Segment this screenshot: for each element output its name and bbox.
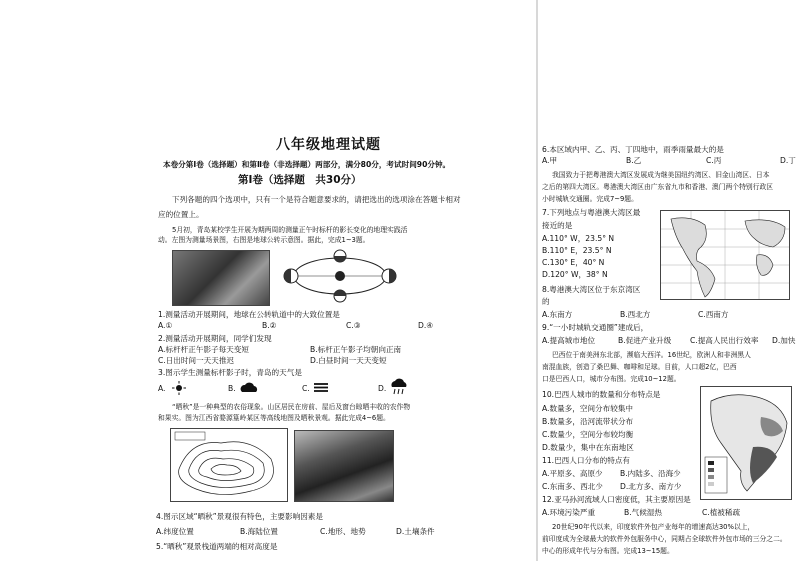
passage-2-line-2: 和果实。图为江西省婺源篁岭某区等高线地图及晒秋景观。据此完成4~6题。 [158, 414, 390, 422]
q7-option-b: B.110° E，23.5° N [542, 246, 612, 255]
question-12: 12.亚马孙河流域人口密度低，其主要原因是 [542, 495, 691, 504]
q3-option-a: A. [158, 384, 166, 393]
drying-crops-photo [294, 430, 394, 502]
q10-option-d: D.数量少，集中在东南地区 [542, 443, 634, 452]
question-7-line-1: 7.下列地点与粤港澳大湾区最 [542, 208, 641, 217]
q2-option-d: D.白昼时间一天天变短 [310, 356, 387, 365]
q3-option-c: C. [302, 384, 310, 393]
q2-option-a: A.标杆杆正午影子每天变短 [158, 345, 250, 354]
brazil-population-map [700, 386, 792, 500]
q12-option-b: B.气候湿热 [624, 508, 662, 517]
column-divider [536, 0, 538, 561]
q6-option-a: A.甲 [542, 156, 558, 165]
q7-option-a: A.110° W，23.5° N [542, 234, 615, 243]
passage-3-line-3: 小时城轨交通圈。完成7~9题。 [542, 195, 638, 203]
instruction-line-2: 应的位置上。 [158, 210, 204, 219]
passage-5-line-2: 前印度成为全球最大的软件外包服务中心，同期占全球软件外包市场的三分之二。 [542, 535, 787, 543]
earth-bottom-shade [334, 290, 346, 296]
passage-1-line-2: 动。左图为测量场景图，右图是地球公转示意图。据此，完成1~3题。 [158, 236, 370, 244]
question-9: 9.“一小时城轨交通圈”建成后， [542, 323, 649, 332]
q1-option-a: A.① [158, 321, 173, 330]
q12-option-a: A.环境污染严重 [542, 508, 596, 517]
q8-option-b: B.西北方 [620, 310, 651, 319]
question-1: 1.测量活动开展期间，地球在公转轨道中的大致位置是 [158, 310, 340, 319]
passage-1-line-1: 5月初，青岛某校学生开展为期两周的测量正午时标杆的影长变化的地理实践活 [172, 226, 408, 234]
passage-4-line-1: 巴西位于南美洲东北部，濒临大西洋。16世纪，欧洲人和非洲黑人 [552, 351, 751, 359]
passage-4-line-3: 口是巴西人口，城市分布图。完成10~12题。 [542, 375, 681, 383]
q10-option-c: C.数量少，空间分布较均衡 [542, 430, 634, 439]
question-2: 2.测量活动开展期间，同学们发现 [158, 334, 272, 343]
measurement-scene-photo [172, 250, 270, 306]
q9-option-a: A.提高城市地位 [542, 336, 596, 345]
q1-option-d: D.④ [418, 321, 434, 330]
q6-option-c: C.丙 [706, 156, 722, 165]
question-8-line-1: 8.粤港澳大湾区位于东京湾区 [542, 285, 641, 294]
earth-left-shade [284, 269, 291, 283]
q3-option-d: D. [378, 384, 387, 393]
q10-option-b: B.数量多，沿河流带状分布 [542, 417, 634, 426]
instruction-line-1: 下列各题的四个选项中，只有一个是符合题意要求的，请把选出的选项涂在答题卡相对 [172, 195, 461, 204]
fog-weather-icon [314, 382, 328, 393]
q11-option-d: D.北方多、南方少 [620, 482, 682, 491]
sunny-weather-icon [172, 381, 186, 395]
q11-option-b: B.内陆多、沿海少 [620, 469, 681, 478]
passage-5-line-3: 中心的形成年代与分布图。完成13~15题。 [542, 547, 674, 555]
q8-option-a: A.东南方 [542, 310, 573, 319]
q4-option-d: D.土壤条件 [396, 527, 435, 536]
q1-option-c: C.③ [346, 321, 361, 330]
section-heading: 第Ⅰ卷（选择题 共30分） [238, 174, 362, 186]
rain-weather-icon [390, 379, 408, 395]
q7-option-c: C.130° E，40° N [542, 258, 605, 267]
earth-top-shade [334, 256, 346, 262]
question-6: 6.本区域内甲、乙、丙、丁四地中，雨季雨量最大的是 [542, 145, 724, 154]
passage-5-line-1: 20世纪90年代以来，印度软件外包产业每年的增速高达30%以上， [552, 523, 755, 531]
q7-option-d: D.120° W，38° N [542, 270, 608, 279]
q9-option-c: C.提高人民出行效率 [690, 336, 759, 345]
contour-map [170, 428, 288, 502]
q4-option-c: C.地形、地势 [320, 527, 366, 536]
passage-2-line-1: “晒秋”是一种典型的农俗现象。山区居民在房前、屋后及窗台晾晒丰收的农作物 [172, 403, 411, 411]
q6-option-d: D.丁 [780, 156, 796, 165]
passage-4-line-2: 南混血族，创造了桑巴舞、咖啡和足球。目前，人口超2亿，巴西 [542, 363, 737, 371]
question-10: 10.巴西人城市的数量和分布特点是 [542, 390, 661, 399]
question-3: 3.图示学生测量标杆影子时，青岛的天气是 [158, 368, 302, 377]
earth-right-shade [389, 269, 396, 283]
passage-3-line-2: 之后的第四大湾区。粤港澳大湾区由广东省九市和香港、澳门两个特别行政区 [542, 183, 774, 191]
cloudy-weather-icon [240, 381, 258, 393]
question-4: 4.图示区域“晒秋”景观很有特色，主要影响因素是 [156, 512, 323, 521]
q4-option-a: A.纬度位置 [156, 527, 194, 536]
q12-option-c: C.植被稀疏 [702, 508, 741, 517]
q1-option-b: B.② [262, 321, 277, 330]
q11-option-a: A.平原多、高原少 [542, 469, 603, 478]
exam-title: 八年级地理试题 [276, 137, 381, 153]
q6-option-b: B.乙 [626, 156, 642, 165]
question-5: 5.“晒秋”观景栈道两端的相对高度是 [156, 542, 278, 551]
q4-option-b: B.海陆位置 [240, 527, 278, 536]
world-map [660, 210, 790, 300]
q11-option-c: C.东南多、西北少 [542, 482, 603, 491]
earth-orbit-diagram [278, 248, 402, 306]
passage-3-line-1: 我国致力于把粤港澳大湾区发展成为继美国纽约湾区、旧金山湾区、日本 [552, 171, 770, 179]
question-11: 11.巴西人口分布的特点有 [542, 456, 631, 465]
q10-option-a: A.数量多，空间分布较集中 [542, 404, 634, 413]
q2-option-c: C.日出时间一天天推迟 [158, 356, 235, 365]
exam-intro: 本卷分第Ⅰ卷（选择题）和第Ⅱ卷（非选择题）两部分，满分80分，考试时间90分钟。 [163, 160, 451, 169]
q9-option-b: B.促进产业升级 [618, 336, 672, 345]
question-8-line-2: 的 [542, 297, 550, 306]
q9-option-d: D.加快 [772, 336, 796, 345]
q8-option-c: C.西南方 [698, 310, 729, 319]
q2-option-b: B.标杆正午影子均朝向正南 [310, 345, 402, 354]
question-7-line-2: 接近的是 [542, 221, 573, 230]
q3-option-b: B. [228, 384, 236, 393]
